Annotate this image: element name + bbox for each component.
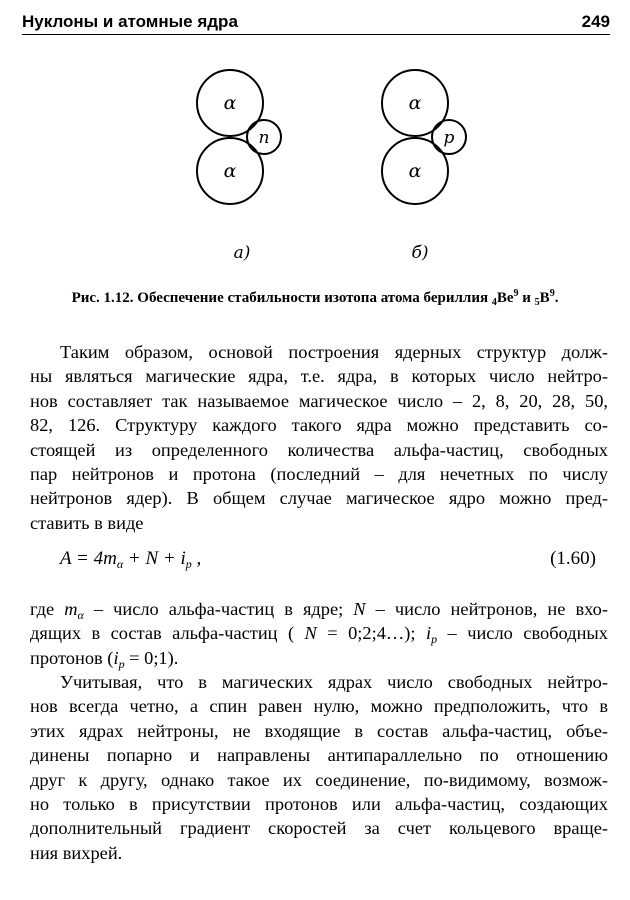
symbol-sub: α xyxy=(77,608,84,622)
text-line: ставить в виде xyxy=(30,512,144,533)
paragraph-2 xyxy=(30,597,608,670)
text-span: – число нейтронов, не вхо- xyxy=(365,599,608,619)
text-line: дополнительный градиент скоростей за счет кольцевого враще- xyxy=(30,818,608,839)
paragraph-1 xyxy=(30,340,608,535)
symbol-sub: p xyxy=(431,632,438,647)
text-line xyxy=(30,646,608,670)
page-number: 249 xyxy=(581,12,610,31)
text-span: протонов ( xyxy=(30,647,114,668)
text-line: друг к другу, однако такое их соединение, по-видимому, возмож- xyxy=(30,769,608,790)
text-line: нейтронов ядер). В общем случае магическое ядро можно пред- xyxy=(30,488,608,509)
diagram-a xyxy=(197,70,281,263)
sublabel-a: а) xyxy=(233,243,251,263)
sublabel-b: б) xyxy=(411,243,429,263)
caption-end: . xyxy=(554,290,559,306)
text-line: Учитывая, что в магических ядрах число свободных нейтро- xyxy=(60,672,608,692)
text-line: нов составляет так называемое магическое число – 2, 8, 20, 28, 50, xyxy=(30,390,608,411)
symbol-i: i xyxy=(425,623,432,644)
caption-and: и xyxy=(518,290,535,306)
text-line: нов всегда четно, а спин равен нулю, можно предположить, что в xyxy=(30,696,608,717)
alpha-label-bottom-a: α xyxy=(223,160,237,182)
formula-expression xyxy=(60,548,201,572)
text-line: но только в присутствии протонов или альфа-частиц, создающих xyxy=(30,793,608,814)
caption-b-sub: 5 xyxy=(534,297,540,308)
text-span: – число альфа-частиц в ядре; xyxy=(83,599,354,619)
formula-tail: , xyxy=(191,548,202,569)
caption-b-sup: 9 xyxy=(549,288,555,299)
symbol-i: i xyxy=(113,647,119,668)
text-span: – число свободных xyxy=(437,623,608,644)
formula-sub-p: p xyxy=(185,557,192,571)
text-line: этих ядрах нейтроны, не входящие в состав альфа-частиц, объе- xyxy=(30,720,608,741)
symbol-n: N xyxy=(304,623,317,644)
caption-be-sup: 9 xyxy=(513,288,519,299)
text-line xyxy=(30,597,608,621)
formula-lhs: A = 4m xyxy=(60,548,117,569)
caption-text: Рис. 1.12. Обеспечение стабильности изотопа атома бериллия xyxy=(71,290,492,306)
symbol-n: N xyxy=(353,599,366,619)
formula-sub-alpha: α xyxy=(116,557,124,571)
text-line: ны являться магические ядра, т.е. ядра, в которых число нейтро- xyxy=(30,366,608,387)
paragraph-3 xyxy=(30,670,608,865)
alpha-label-top-a: α xyxy=(223,92,237,114)
text-line: стоящей из определенного количества альфа-частиц, свободных xyxy=(30,439,608,460)
symbol-sub: p xyxy=(118,656,125,671)
alpha-label-bottom-b: α xyxy=(408,160,422,182)
text-line: динены попарно и направлены антипараллельно по отношению xyxy=(30,745,608,766)
figure-1-12 xyxy=(0,65,630,275)
header-title: Нуклоны и атомные ядра xyxy=(22,12,238,31)
text-span: дящих в состав альфа-частиц ( xyxy=(30,623,305,644)
formula-1-60 xyxy=(60,548,608,574)
figure-drawing xyxy=(0,65,630,275)
alpha-label-top-b: α xyxy=(408,92,422,114)
text-line: ния вихрей. xyxy=(30,842,123,863)
caption-be: Be xyxy=(496,290,514,306)
text-span: где xyxy=(30,599,65,619)
figure-caption xyxy=(0,288,630,308)
caption-b: B xyxy=(539,290,550,306)
formula-mid: + N + i xyxy=(123,548,186,569)
text-line: Таким образом, основой построения ядерных структур долж- xyxy=(60,342,608,362)
running-header xyxy=(22,10,610,35)
diagram-b xyxy=(382,70,466,263)
caption-be-sub: 4 xyxy=(491,297,497,308)
text-span: = 0;1). xyxy=(124,647,179,668)
neutron-label: n xyxy=(258,128,270,148)
equation-number: (1.60) xyxy=(550,548,596,569)
text-line xyxy=(30,621,608,645)
text-line: пар нейтронов и протона (последний – для нечетных по числу xyxy=(30,463,608,484)
proton-label: p xyxy=(443,128,455,148)
text-span: = 0;2;4…); xyxy=(316,623,426,644)
symbol-m: m xyxy=(64,599,78,619)
text-line: 82, 126. Структуру каждого такого ядра можно представить со- xyxy=(30,415,608,436)
